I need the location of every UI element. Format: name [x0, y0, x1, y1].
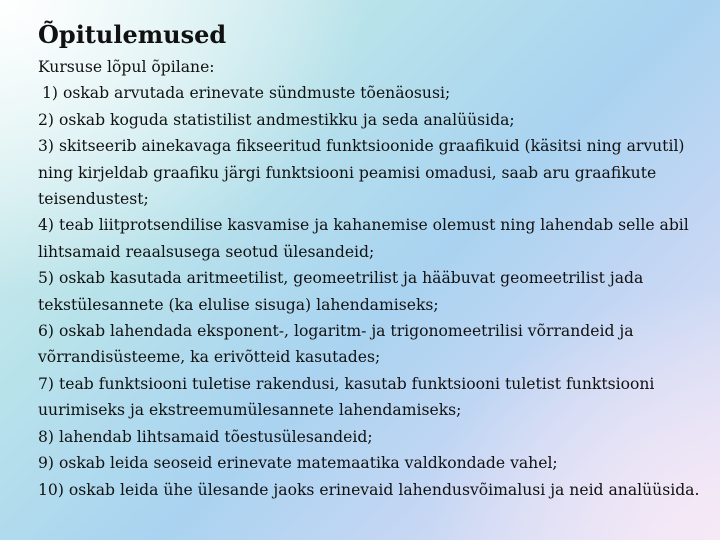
list-item: 1) oskab arvutada erinevate sündmuste tõenäosusi; — [42, 84, 451, 103]
list-item: 6) oskab lahendada eksponent-, logaritm- ja trigonomeetrilisi võrrandeid ja võrrandisüsteeme, ka erivõtteid kasutades; — [38, 322, 634, 367]
slide-body — [38, 54, 702, 503]
list-item: 4) teab liitprotsendilise kasvamise ja kahanemise olemust ning lahendab selle abil lihtsamaid reaalsusega seotud ülesandeid; — [38, 216, 689, 261]
list-item: 5) oskab kasutada aritmeetilist, geomeetrilist ja hääbuvat geomeetrilist jada tekstülesannete (ka elulise sisuga) lahendamiseks; — [38, 269, 644, 314]
list-item: 8) lahendab lihtsamaid tõestusülesandeid; — [38, 427, 373, 446]
intro-text: Kursuse lõpul õpilane: — [38, 58, 215, 76]
list-item: 2) oskab koguda statistilist andmestikku ja seda analüüsida; — [38, 110, 515, 129]
list-item: 10) oskab leida ühe ülesande jaoks erinevaid lahendusvõimalusi ja neid analüüsida. — [38, 480, 700, 499]
slide-title: Õpitulemused — [38, 20, 227, 49]
list-item: 9) oskab leida seoseid erinevate matemaatika valdkondade vahel; — [38, 454, 558, 473]
list-item: 3) skitseerib ainekavaga fikseeritud funktsioonide graafikuid (käsitsi ning arvutil) ning kirjeldab graafiku järgi funktsiooni peamisi omadusi, saab aru graafikute teisendustest; — [38, 137, 685, 209]
list-item: 7) teab funktsiooni tuletise rakendusi, kasutab funktsiooni tuletist funktsiooni uurimiseks ja ekstreemumülesannete lahendamiseks; — [38, 374, 655, 420]
